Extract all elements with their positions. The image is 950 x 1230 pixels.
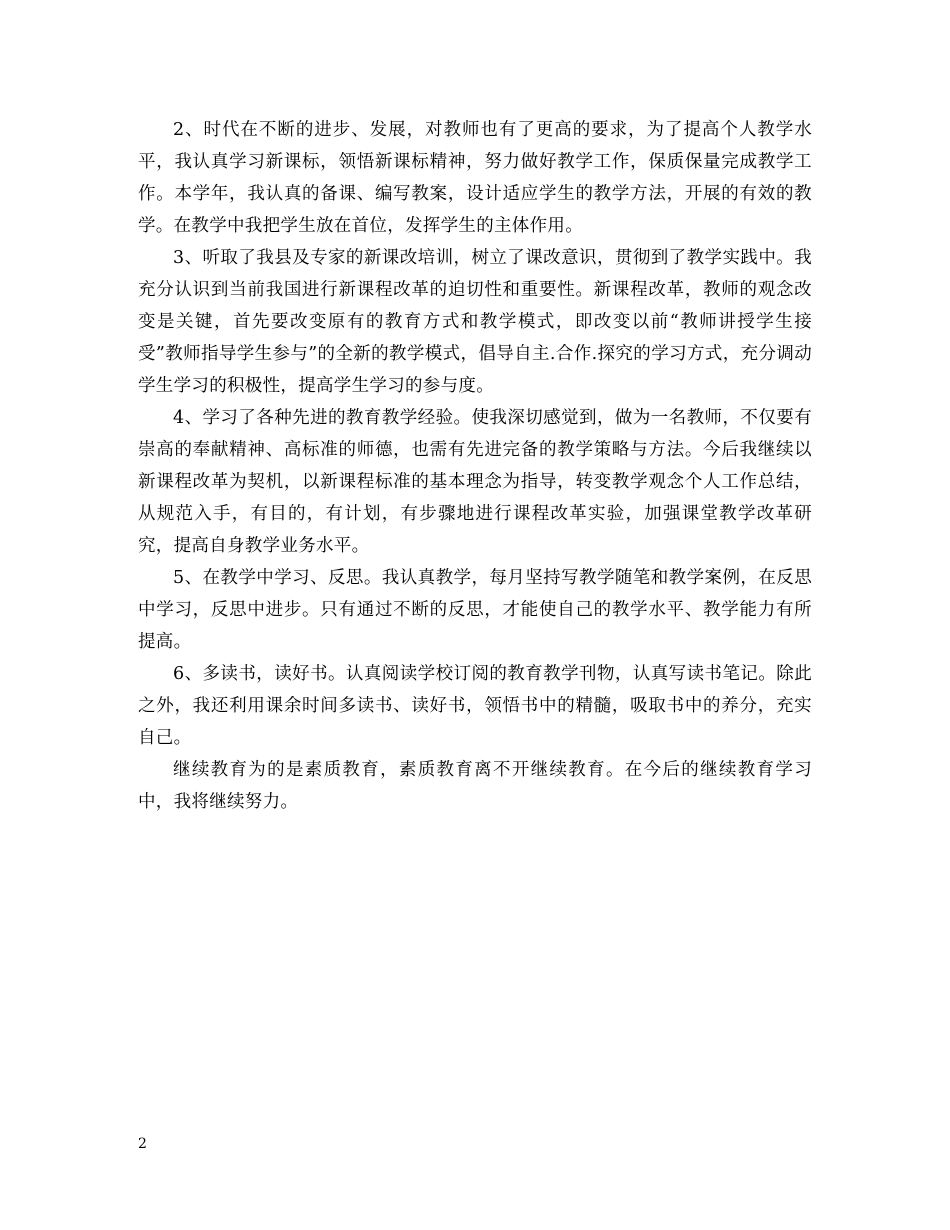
paragraph-item-6: 6、多读书，读好书。认真阅读学校订阅的教育教学刊物，认真写读书笔记。除此之外，我还利用课余时间多读书、读好书，领悟书中的精髓，吸取书中的养分，充实自己。: [138, 664, 812, 748]
page-number: 2: [138, 1136, 147, 1152]
paragraph-conclusion: 继续教育为的是素质教育，素质教育离不开继续教育。在今后的继续教育学习中，我将继续努力。: [138, 760, 812, 812]
document-body: [138, 114, 812, 818]
paragraph-item-3: 3、听取了我县及专家的新课改培训，树立了课改意识，贯彻到了教学实践中。我充分认识到当前我国进行新课程改革的迫切性和重要性。新课程改革，教师的观念改变是关键，首先要改变原有的教育方式和教学模式，即改变以前“教师讲授学生接受”教师指导学生参与”的全新的教学模式，倡导自主.合作.探究的学习方式，充分调动学生学习的积极性，提高学生学习的参与度。: [138, 248, 812, 396]
paragraph-item-4: 4、学习了各种先进的教育教学经验。使我深切感觉到，做为一名教师，不仅要有崇高的奉献精神、高标准的师德，也需有先进完备的教学策略与方法。今后我继续以新课程改革为契机，以新课程标准的基本理念为指导，转变教学观念个人工作总结，从规范入手，有目的，有计划，有步骤地进行课程改革实验，加强课堂教学改革研究，提高自身教学业务水平。: [138, 408, 812, 556]
paragraph-item-2: 2、时代在不断的进步、发展，对教师也有了更高的要求，为了提高个人教学水平，我认真学习新课标，领悟新课标精神，努力做好教学工作，保质保量完成教学工作。本学年，我认真的备课、编写教案，设计适应学生的教学方法，开展的有效的教学。在教学中我把学生放在首位，发挥学生的主体作用。: [138, 120, 812, 236]
paragraph-item-5: 5、在教学中学习、反思。我认真教学，每月坚持写教学随笔和教学案例，在反思中学习，反思中进步。只有通过不断的反思，才能使自己的教学水平、教学能力有所提高。: [138, 568, 812, 652]
